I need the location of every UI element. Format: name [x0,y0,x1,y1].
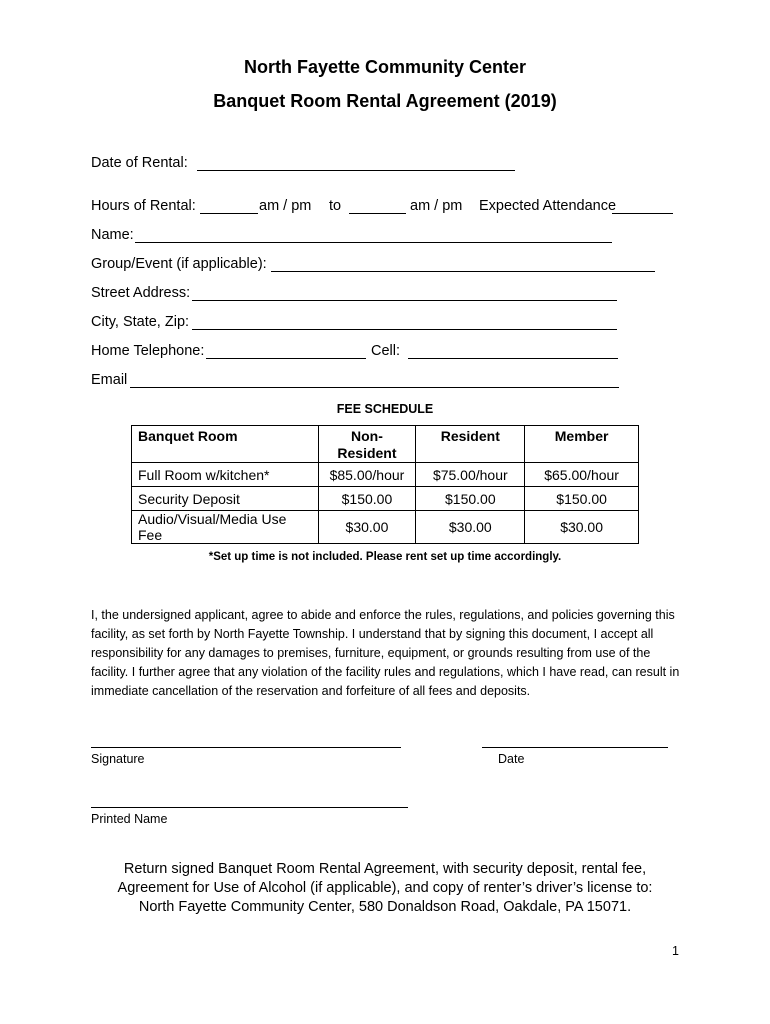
hours-end-field[interactable] [349,213,406,214]
header-non-resident-line1: Non- [351,428,383,444]
return-line-2: Agreement for Use of Alcohol (if applicable), and copy of renter’s driver’s license to: [117,880,653,896]
date-label: Date [498,752,525,766]
return-line-3: North Fayette Community Center, 580 Donaldson Road, Oakdale, PA 15071. [138,899,632,915]
email-label: Email [91,372,128,388]
am-pm-start-label: am / pm [259,198,312,214]
signature-label: Signature [91,752,145,766]
expected-attendance-label: Expected Attendance [479,198,617,214]
home-telephone-label: Home Telephone: [91,343,205,359]
fee-schedule-title: FEE SCHEDULE [336,402,434,416]
cell-resident: $150.00 [416,487,525,511]
cell-non-resident: $85.00/hour [318,463,416,487]
hours-of-rental-label: Hours of Rental: [91,198,196,214]
row-label: Full Room w/kitchen* [132,463,319,487]
setup-time-note: *Set up time is not included. Please rent set up time accordingly. [208,551,562,563]
home-telephone-field[interactable] [206,358,366,359]
name-label: Name: [91,227,134,243]
city-state-zip-field[interactable] [192,329,617,330]
cell-resident: $75.00/hour [416,463,525,487]
group-event-field[interactable] [271,271,655,272]
table-header-row [132,426,639,463]
expected-attendance-field[interactable] [612,213,673,214]
return-line-1: Return signed Banquet Room Rental Agreement, with security deposit, rental fee, [123,861,647,877]
cell-non-resident: $30.00 [318,511,416,544]
page-title: North Fayette Community Center [243,57,527,77]
table-row [132,487,639,511]
header-banquet-room: Banquet Room [132,426,319,463]
header-member: Member [525,426,639,463]
date-field[interactable] [482,747,668,748]
row-label: Audio/Visual/Media Use Fee [132,511,319,544]
header-non-resident-line2: Resident [337,445,397,461]
street-address-field[interactable] [192,300,617,301]
group-event-label: Group/Event (if applicable): [91,256,267,272]
cell-non-resident: $150.00 [318,487,416,511]
date-of-rental-field[interactable] [197,170,515,171]
cell-label: Cell: [371,343,401,359]
cell-field[interactable] [408,358,618,359]
date-of-rental-label: Date of Rental: [91,155,188,171]
printed-name-field[interactable] [91,807,408,808]
to-label: to [329,198,342,214]
cell-member: $65.00/hour [525,463,639,487]
name-field[interactable] [135,242,612,243]
row-label: Security Deposit [132,487,319,511]
table-row [132,463,639,487]
fee-schedule-table [131,425,639,544]
page-number: 1 [672,944,679,958]
cell-member: $30.00 [525,511,639,544]
printed-name-label: Printed Name [91,812,168,826]
table-row [132,511,639,544]
cell-resident: $30.00 [416,511,525,544]
header-resident: Resident [416,426,525,463]
header-non-resident [318,426,416,463]
city-state-zip-label: City, State, Zip: [91,314,190,330]
page-subtitle: Banquet Room Rental Agreement (2019) [213,91,557,111]
hours-start-field[interactable] [200,213,258,214]
email-field[interactable] [130,387,619,388]
agreement-paragraph: I, the undersigned applicant, agree to abide and enforce the rules, regulations, and policies governing this facility, as set forth by North Fayette Township. I understand that by signing this document, I accept all responsibility for any damages to premises, furniture, equipment, or grounds resulting from use of the facility. I further agree that any violation of the facility rules and regulations, which I have read, can result in immediate cancellation of the reservation and forfeiture of all fees and deposits. [91,608,680,698]
am-pm-end-label: am / pm [410,198,463,214]
street-address-label: Street Address: [91,285,191,301]
return-instructions [0,860,770,917]
signature-field[interactable] [91,747,401,748]
cell-member: $150.00 [525,487,639,511]
